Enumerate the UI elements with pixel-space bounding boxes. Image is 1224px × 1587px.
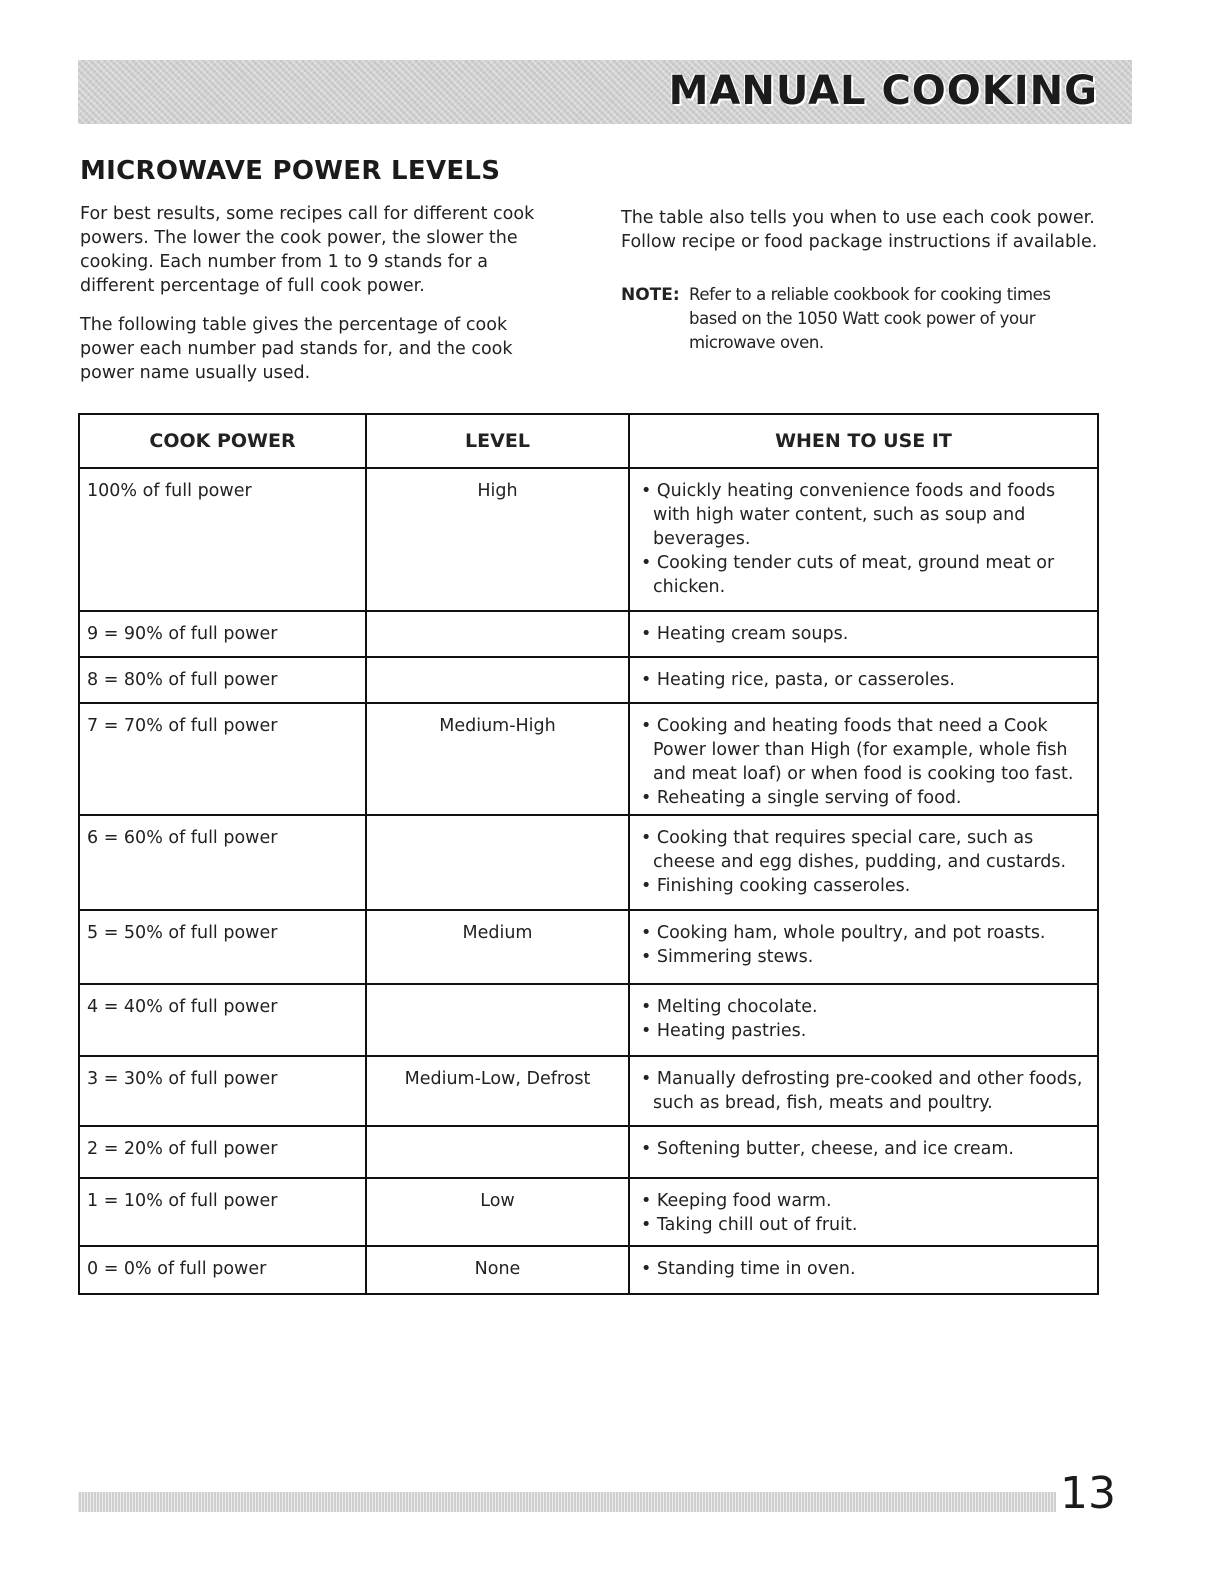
cook-power-cell: 7 = 70% of full power — [79, 703, 366, 815]
when-item: • Manually defrosting pre-cooked and other foods, such as bread, fish, meats and poultry. — [641, 1069, 1083, 1113]
level-cell: Low — [366, 1178, 629, 1246]
when-item: • Finishing cooking casseroles. — [641, 876, 911, 896]
when-item: • Heating pastries. — [641, 1021, 807, 1041]
cook-power-cell: 2 = 20% of full power — [79, 1126, 366, 1178]
cook-power-cell: 4 = 40% of full power — [79, 984, 366, 1056]
intro-paragraph-3: The table also tells you when to use each cook power. Follow recipe or food package instructions if available. — [621, 208, 1098, 252]
level-cell — [366, 815, 629, 910]
level-cell: Medium-Low, Defrost — [366, 1056, 629, 1126]
table-row — [79, 611, 1098, 657]
table-row — [79, 1126, 1098, 1178]
cook-power-cell: 5 = 50% of full power — [79, 910, 366, 984]
header-when-to-use: WHEN TO USE IT — [629, 414, 1098, 468]
when-item: • Melting chocolate. — [641, 997, 818, 1017]
when-cell — [629, 468, 1098, 611]
when-item: • Cooking ham, whole poultry, and pot roasts. — [641, 923, 1046, 943]
when-item: • Taking chill out of fruit. — [641, 1215, 858, 1235]
cook-power-cell: 6 = 60% of full power — [79, 815, 366, 910]
level-cell — [366, 611, 629, 657]
when-item: • Cooking tender cuts of meat, ground meat or chicken. — [641, 553, 1055, 597]
when-cell — [629, 910, 1098, 984]
cook-power-cell: 0 = 0% of full power — [79, 1246, 366, 1294]
banner-title: MANUAL COOKING — [668, 68, 1098, 114]
table-row — [79, 1246, 1098, 1294]
header-banner — [78, 60, 1132, 124]
table-row — [79, 703, 1098, 815]
when-cell — [629, 1246, 1098, 1294]
when-item: • Heating rice, pasta, or casseroles. — [641, 670, 955, 690]
level-cell: Medium — [366, 910, 629, 984]
when-item: • Cooking and heating foods that need a Cook Power lower than High (for example, whole fish and meat loaf) or when food is cooking too fast. — [641, 716, 1074, 784]
when-item: • Standing time in oven. — [641, 1259, 856, 1279]
level-cell: High — [366, 468, 629, 611]
table-row — [79, 984, 1098, 1056]
table-row — [79, 1056, 1098, 1126]
when-cell — [629, 611, 1098, 657]
cook-power-cell: 8 = 80% of full power — [79, 657, 366, 703]
power-levels-table — [78, 413, 1099, 1295]
table-row — [79, 657, 1098, 703]
when-item: • Simmering stews. — [641, 947, 814, 967]
level-cell: None — [366, 1246, 629, 1294]
cook-power-cell: 100% of full power — [79, 468, 366, 611]
when-cell — [629, 815, 1098, 910]
cook-power-cell: 1 = 10% of full power — [79, 1178, 366, 1246]
when-item: • Keeping food warm. — [641, 1191, 832, 1211]
intro-paragraph-1: For best results, some recipes call for different cook powers. The lower the cook power, the slower the cooking. Each number from 1 to 9 stands for a different percentage of full cook power. — [80, 204, 535, 296]
level-cell: Medium-High — [366, 703, 629, 815]
when-item: • Quickly heating convenience foods and foods with high water content, such as soup and beverages. — [641, 481, 1056, 549]
header-cook-power: COOK POWER — [79, 414, 366, 468]
intro-paragraph-2: The following table gives the percentage of cook power each number pad stands for, and the cook power name usually used. — [80, 315, 513, 383]
level-cell — [366, 657, 629, 703]
cook-power-cell: 3 = 30% of full power — [79, 1056, 366, 1126]
when-cell — [629, 657, 1098, 703]
when-cell — [629, 984, 1098, 1056]
when-item: • Reheating a single serving of food. — [641, 788, 962, 808]
when-cell — [629, 1178, 1098, 1246]
table-row — [79, 815, 1098, 910]
section-title: MICROWAVE POWER LEVELS — [80, 156, 501, 186]
when-item: • Heating cream soups. — [641, 624, 849, 644]
table-header-row — [79, 414, 1098, 468]
table-row — [79, 468, 1098, 611]
note-label: NOTE: — [621, 285, 680, 305]
cook-power-cell: 9 = 90% of full power — [79, 611, 366, 657]
level-cell — [366, 1126, 629, 1178]
page-number: 13 — [1060, 1468, 1116, 1519]
when-item: • Cooking that requires special care, such as cheese and egg dishes, pudding, and custards. — [641, 828, 1067, 872]
when-item: • Softening butter, cheese, and ice cream. — [641, 1139, 1014, 1159]
note-text: Refer to a reliable cookbook for cooking times based on the 1050 Watt cook power of your microwave oven. — [689, 285, 1051, 352]
when-cell — [629, 703, 1098, 815]
level-cell — [366, 984, 629, 1056]
footer-bar — [78, 1492, 1056, 1512]
table-row — [79, 1178, 1098, 1246]
table-row — [79, 910, 1098, 984]
when-cell — [629, 1056, 1098, 1126]
when-cell — [629, 1126, 1098, 1178]
header-level: LEVEL — [366, 414, 629, 468]
